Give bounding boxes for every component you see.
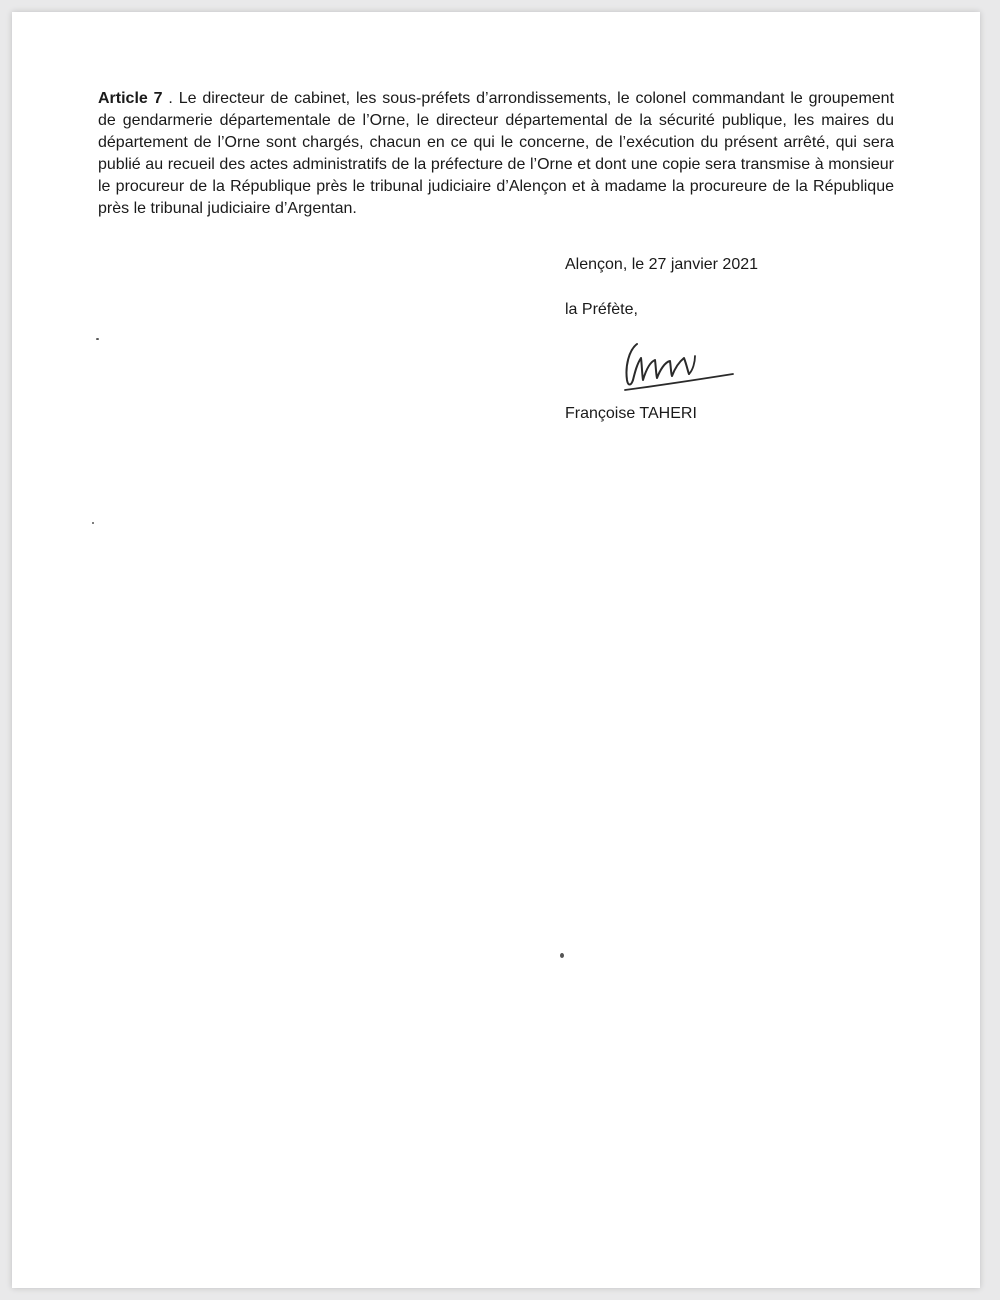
- article-separator: .: [162, 90, 179, 107]
- document-page: [12, 12, 980, 1288]
- article-body: Le directeur de cabinet, les sous-préfets d’arrondissements, le colonel commandant le groupement de gendarmerie départementale de l’Orne, le directeur départemental de la sécurité publique, les maires du département de l’Orne sont chargés, chacun en ce qui le concerne, de l’exécution du présent arrêté, qui sera publié au recueil des actes administratifs de la préfecture de l’Orne et dont une copie sera transmise à monsieur le procureur de la République près le tribunal judiciaire d’Alençon et à madame la procureure de la République près le tribunal judiciaire d’Argentan.: [98, 90, 895, 217]
- article-7-paragraph: [98, 88, 894, 220]
- scan-speck: [96, 338, 99, 340]
- scan-speck: [92, 522, 94, 524]
- place-date: Alençon, le 27 janvier 2021: [565, 256, 759, 273]
- scan-speck: [560, 953, 564, 958]
- signatory-name: Françoise TAHERI: [565, 405, 697, 422]
- handwritten-signature-icon: [615, 336, 745, 398]
- article-heading: Article 7: [98, 90, 163, 107]
- signatory-role: la Préfète,: [565, 301, 638, 318]
